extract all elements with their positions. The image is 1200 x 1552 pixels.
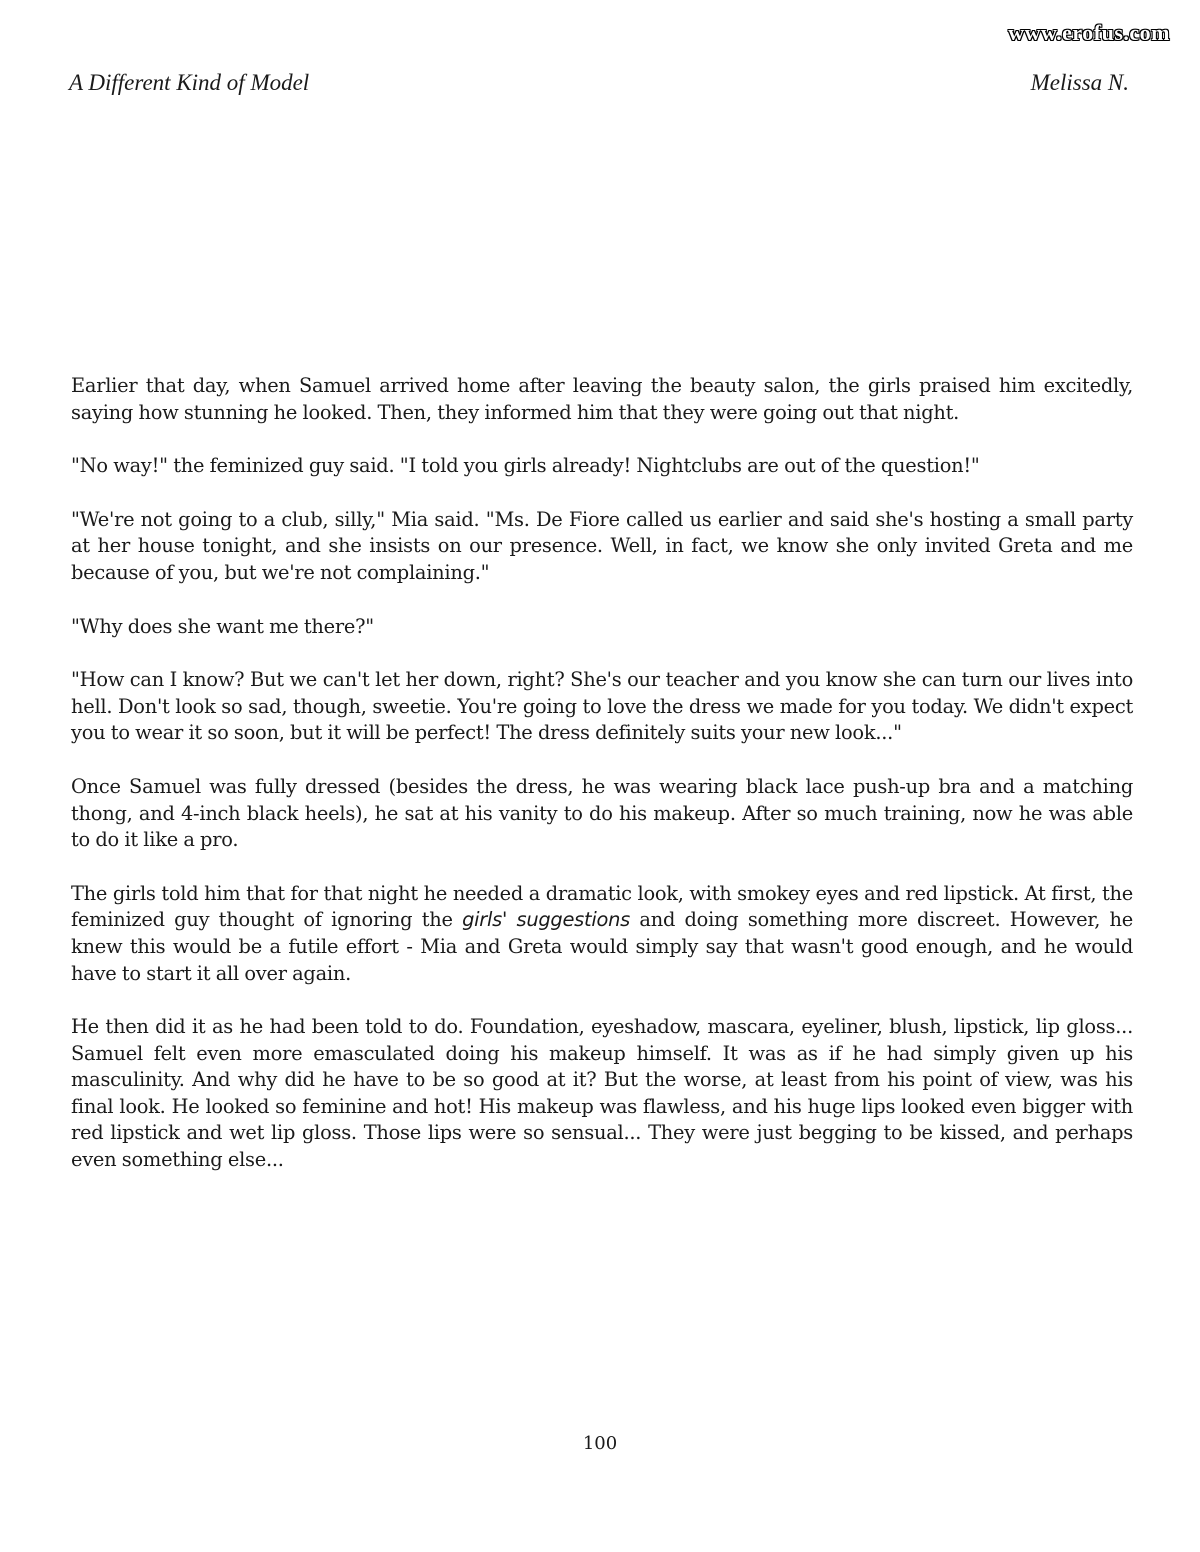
paragraph: "Why does she want me there?"	[71, 614, 374, 638]
paragraph: "No way!" the feminized guy said. "I told you girls already! Nightclubs are out of the question!"	[71, 454, 980, 478]
paragraph: Once Samuel was fully dressed (besides the dress, he was wearing black lace push-up bra and a matching thong, and 4-inch black heels), he sat at his vanity to do his makeup. After so much training, now he was able to do it like a pro.	[71, 774, 1133, 852]
page-number: 100	[582, 1433, 618, 1454]
paragraph: He then did it as he had been told to do. Foundation, eyeshadow, mascara, eyeliner, blush, lipstick, lip gloss... Samuel felt even more emasculated doing his makeup himself. It was as if he had simply given up his masculinity. And why did he have to be so good at it? But the worse, at least from his point of view, was his final look. He looked so feminine and hot! His makeup was flawless, and his huge lips looked even bigger with red lipstick and wet lip gloss. Those lips were so sensual... They were just begging to be kissed, and perhaps even something else...	[71, 1015, 1133, 1172]
paragraph: "How can I know? But we can't let her down, right? She's our teacher and you know she can turn our lives into hell. Don't look so sad, though, sweetie. You're going to love the dress we made for you today. We didn't expect you to wear it so soon, but it will be perfect! The dress definitely suits your new look..."	[71, 668, 1133, 745]
body-text	[71, 373, 1133, 1201]
text-run: and doing something more discreet. However, he knew this would be a futile effort - Mia and Greta would simply say that wasn't good enough, and he would have to start it all over again.	[71, 908, 1133, 985]
author-name: Melissa N.	[1030, 70, 1129, 95]
paragraph: Earlier that day, when Samuel arrived home after leaving the beauty salon, the girls praised him excitedly, saying how stunning he looked. Then, they informed him that they were going out that night.	[71, 374, 1133, 424]
paragraph	[71, 881, 1133, 987]
text-run: The girls told him that for that night he needed a dramatic look, with smokey eyes and red lipstick. At first, the feminized guy thought of ignoring the	[71, 881, 1133, 932]
watermark: www.erofus.com	[1008, 20, 1170, 45]
emphasized-text: girls' suggestions	[462, 908, 631, 932]
book-title: A Different Kind of Model	[69, 70, 310, 95]
paragraph: "We're not going to a club, silly," Mia said. "Ms. De Fiore called us earlier and said she's hosting a small party at her house tonight, and she insists on our presence. Well, in fact, we know she only invited Greta and me because of you, but we're not complaining."	[71, 507, 1133, 584]
